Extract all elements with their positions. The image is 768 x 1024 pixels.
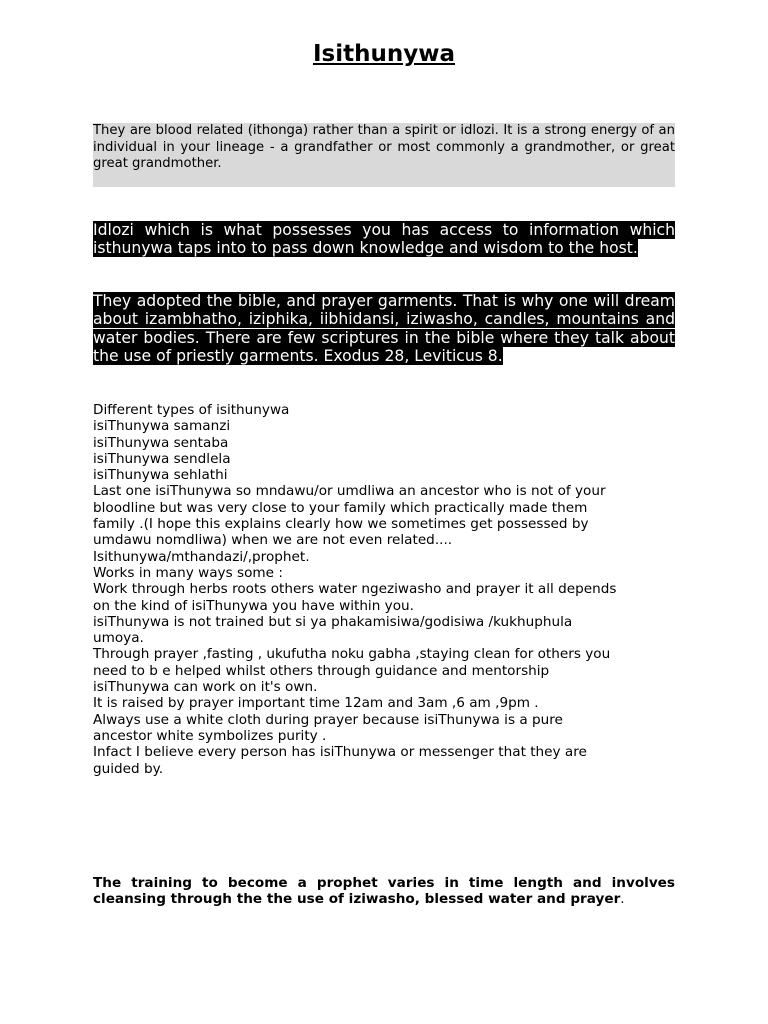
body-line: isiThunywa sehlathi [93, 467, 228, 484]
highlight-text: They adopted the bible, and prayer garments. That is why one will dream about izambhatho, iziphika, iibhidansi, iziwasho, candles, mountains and water bodies. There are few scriptures in the bible where they talk about the use of priestly garments. Exodus 28, Leviticus 8. [93, 292, 675, 365]
body-line: umdawu nomdliwa) when we are not even related.... [93, 532, 453, 549]
closing-bold-text: The training to become a prophet varies in time length and involves cleansing through the the use of iziwasho, blessed water and prayer [93, 875, 675, 908]
page-title: Isithunywa [312, 41, 455, 68]
body-line: family .(I hope this explains clearly how we sometimes get possessed by [93, 516, 589, 533]
body-line: isiThunywa is not trained but si ya phakamisiwa/godisiwa /kukhuphula [93, 613, 573, 630]
body-line: Always use a white cloth during prayer because isiThunywa is a pure [93, 711, 563, 728]
body-line: Infact I believe every person has isiThunywa or messenger that they are [93, 744, 587, 761]
highlight-paragraph-bible [93, 292, 675, 365]
closing-period: . [620, 891, 625, 908]
body-line: Different types of isithunywa [93, 402, 290, 418]
intro-highlight-box [93, 123, 675, 187]
body-line: Through prayer ,fasting , ukufutha noku gabha ,staying clean for others you [93, 646, 611, 663]
body-line: Work through herbs roots others water ngeziwasho and prayer it all depends [93, 581, 617, 598]
body-line: isiThunywa sendlela [93, 450, 231, 467]
body-line: bloodline but was very close to your family which practically made them [93, 499, 588, 516]
body-text-block [93, 402, 683, 777]
body-line: Works in many ways some : [93, 564, 283, 581]
body-line: on the kind of isiThunywa you have within you. [93, 597, 414, 614]
body-line: Isithunywa/mthandazi/,prophet. [93, 548, 310, 565]
body-line: isiThunywa samanzi [93, 418, 231, 435]
body-line: Last one isiThunywa so mndawu/or umdliwa an ancestor who is not of your [93, 483, 606, 500]
body-line: guided by. [93, 760, 164, 777]
closing-paragraph [93, 875, 675, 908]
body-line: isiThunywa can work on it's own. [93, 679, 318, 696]
body-line: need to b e helped whilst others through guidance and mentorship [93, 662, 550, 679]
highlight-paragraph-idlozi [93, 221, 675, 258]
body-line: isiThunywa sentaba [93, 434, 229, 451]
body-line: It is raised by prayer important time 12am and 3am ,6 am ,9pm . [93, 695, 539, 712]
intro-paragraph: They are blood related (ithonga) rather than a spirit or idlozi. It is a strong energy of an individual in your lineage - a grandfather or most commonly a grandmother, or great great grandmother. [93, 123, 675, 171]
highlight-text: Idlozi which is what possesses you has access to information which isthunywa taps into to pass down knowledge and wisdom to the host. [93, 221, 675, 258]
body-line: umoya. [93, 630, 144, 647]
body-line: ancestor white symbolizes purity . [93, 727, 327, 744]
